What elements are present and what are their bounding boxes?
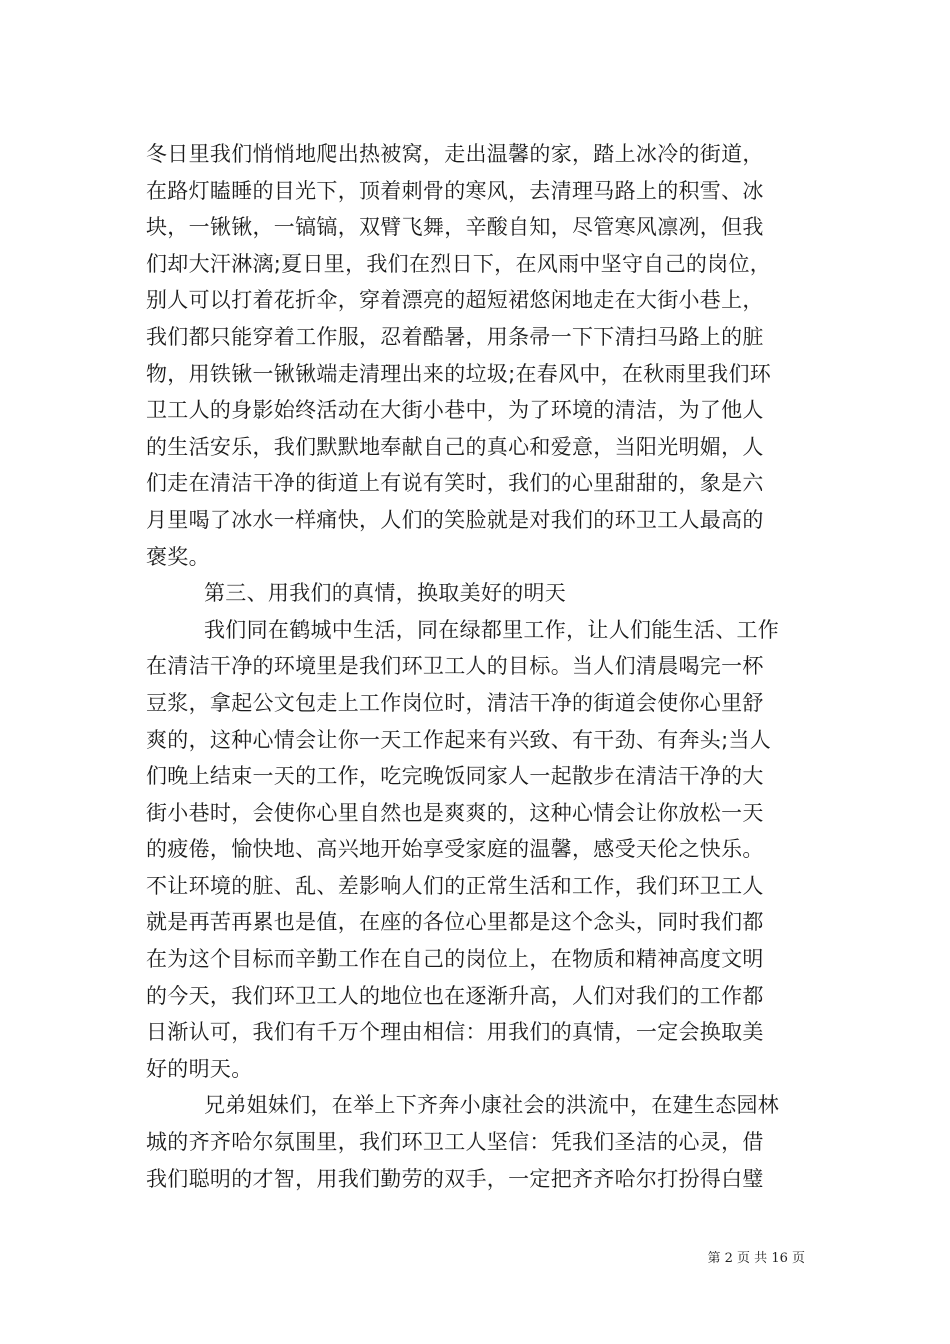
text-line: 我们聪明的才智，用我们勤劳的双手，一定把齐齐哈尔打扮得白璧: [146, 1166, 764, 1191]
text-line: 物，用铁锹一锹锹端走清理出来的垃圾;在春风中，在秋雨里我们环: [146, 361, 772, 386]
text-line: 好的明天。: [146, 1056, 253, 1081]
text-line: 豆浆，拿起公文包走上工作岗位时，清洁干净的街道会使你心里舒: [146, 690, 764, 715]
text-line: 就是再苦再累也是值，在座的各位心里都是这个念头，同时我们都: [146, 910, 764, 935]
text-line: 们晚上结束一天的工作，吃完晚饭同家人一起散步在清洁干净的大: [146, 764, 764, 789]
text-line: 我们同在鹤城中生活，同在绿都里工作，让人们能生活、工作: [204, 617, 780, 642]
text-line: 城的齐齐哈尔氛围里，我们环卫工人坚信：凭我们圣洁的心灵，借: [146, 1130, 764, 1155]
text-line: 卫工人的身影始终活动在大街小巷中，为了环境的清洁，为了他人: [146, 398, 764, 423]
text-line: 街小巷时，会使你心里自然也是爽爽的，这种心情会让你放松一天: [146, 800, 764, 825]
text-line: 爽的，这种心情会让你一天工作起来有兴致、有干劲、有奔头;当人: [146, 727, 772, 752]
text-line: 在清洁干净的环境里是我们环卫工人的目标。当人们清晨喝完一杯: [146, 654, 764, 679]
text-line: 我们都只能穿着工作服，忍着酷暑，用条帚一下下清扫马路上的脏: [146, 324, 764, 349]
text-line: 月里喝了冰水一样痛快，人们的笑脸就是对我们的环卫工人最高的: [146, 507, 764, 532]
text-line: 兄弟姐妹们，在举上下齐奔小康社会的洪流中，在建生态园林: [204, 1093, 780, 1118]
text-line: 褒奖。: [146, 544, 210, 569]
text-line: 在路灯瞌睡的目光下，顶着刺骨的寒风，去清理马路上的积雪、冰: [146, 178, 764, 203]
section-heading: 第三、用我们的真情，换取美好的明天: [204, 581, 567, 606]
text-line: 在为这个目标而辛勤工作在自己的岗位上，在物质和精神高度文明: [146, 947, 764, 972]
text-line: 们却大汗淋漓;夏日里，我们在烈日下，在风雨中坚守自己的岗位，: [146, 251, 772, 276]
text-line: 冬日里我们悄悄地爬出热被窝，走出温馨的家，踏上冰冷的街道，: [146, 142, 764, 166]
text-line: 别人可以打着花折伞，穿着漂亮的超短裙悠闲地走在大街小巷上，: [146, 288, 764, 313]
text-line: 块，一锹锹，一镐镐，双臂飞舞，辛酸自知，尽管寒风凛冽，但我: [146, 215, 764, 240]
text-line: 的疲倦，愉快地、高兴地开始享受家庭的温馨，感受天伦之快乐。: [146, 837, 764, 862]
text-line: 的生活安乐，我们默默地奉献自己的真心和爱意，当阳光明媚，人: [146, 434, 764, 459]
text-line: 不让环境的脏、乱、差影响人们的正常生活和工作，我们环卫工人: [146, 873, 764, 898]
text-line: 的今天，我们环卫工人的地位也在逐渐升高，人们对我们的工作都: [146, 983, 764, 1008]
text-line: 日渐认可，我们有千万个理由相信：用我们的真情，一定会换取美: [146, 1020, 764, 1045]
document-body: [146, 136, 806, 1197]
text-line: 们走在清洁干净的街道上有说有笑时，我们的心里甜甜的，象是六: [146, 471, 764, 496]
page-number: 第 2 页 共 16 页: [707, 1251, 805, 1266]
